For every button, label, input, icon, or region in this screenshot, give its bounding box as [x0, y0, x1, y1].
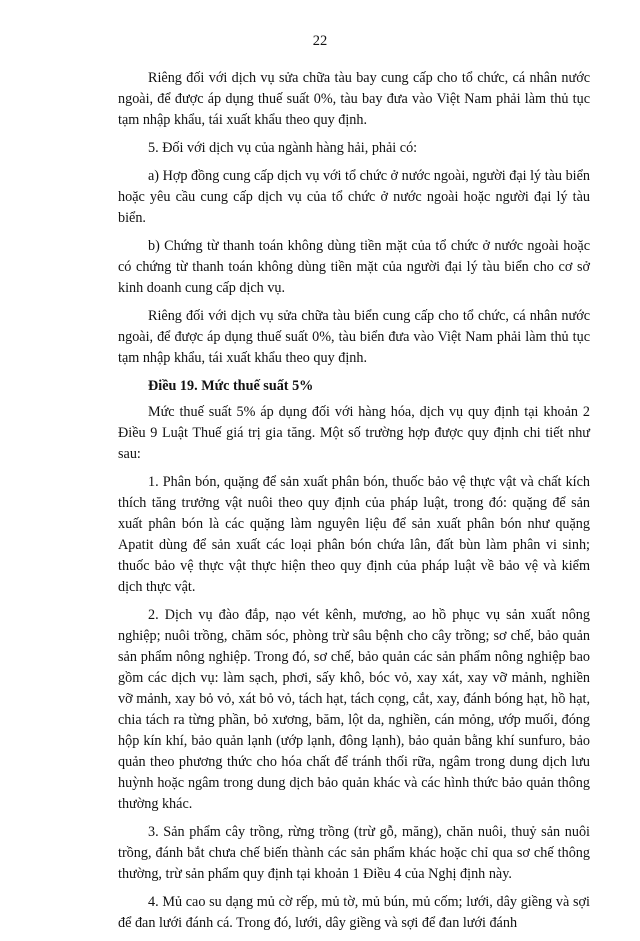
- paragraph-clause-1: 1. Phân bón, quặng để sản xuất phân bón, thuốc bảo vệ thực vật và chất kích thích tăng trưởng vật nuôi theo quy định của pháp luật, trong đó: quặng để sản xuất phân bón là các quặng làm nguyên liệu để sản xuất phân bón như quặng Apatit dùng để sản xuất các loại phân bón chứa lân, đất bùn làm phân vi sinh; thuốc bảo vệ thực vật thực hiện theo quy định của pháp luật về bảo vệ và kiểm dịch thực vật.: [118, 474, 590, 595]
- paragraph-clause-2: 2. Dịch vụ đào đắp, nạo vét kênh, mương, ao hồ phục vụ sản xuất nông nghiệp; nuôi trồng, chăm sóc, phòng trừ sâu bệnh cho cây trồng; sơ chế, bảo quản sản phẩm nông nghiệp. Trong đó, sơ chế, bảo quản các sản phẩm nông nghiệp bao gồm các dịch vụ: làm sạch, phơi, sấy khô, bóc vỏ, xay xát, xay vỡ mảnh, nghiền vỡ mảnh, xay bỏ vỏ, xát bỏ vỏ, tách hạt, tách cọng, cắt, xay, đánh bóng hạt, hồ hạt, chia tách ra từng phần, bỏ xương, băm, lột da, nghiền, cán mỏng, ướp muối, đóng hộp kín khí, bảo quản lạnh (ướp lạnh, đông lạnh), bảo quản bằng khí sunfuro, bảo quản theo phương thức cho hóa chất để tránh thối rữa, ngâm trong dung dịch lưu huỳnh hoặc ngâm trong dung dịch bảo quản khác và các hình thức bảo quản thông thường khác.: [118, 607, 590, 812]
- paragraph-tau-bay-repair: Riêng đối với dịch vụ sửa chữa tàu bay cung cấp cho tổ chức, cá nhân nước ngoài, để được áp dụng thuế suất 0%, tàu bay đưa vào Việt Nam phải làm thủ tục tạm nhập khẩu, tái xuất khẩu theo quy định.: [118, 70, 590, 128]
- paragraph-article-intro: Mức thuế suất 5% áp dụng đối với hàng hóa, dịch vụ quy định tại khoản 2 Điều 9 Luật Thuế giá trị gia tăng. Một số trường hợp được quy định chi tiết như sau:: [118, 404, 590, 462]
- paragraph-clause-4: 4. Mủ cao su dạng mủ cờ rếp, mủ tờ, mủ bún, mủ cốm; lưới, dây giềng và sợi để đan lưới đánh cá. Trong đó, lưới, dây giềng và sợi để đan lưới đánh: [118, 894, 590, 931]
- page-number: 22: [312, 33, 328, 49]
- article-heading: Điều 19. Mức thuế suất 5%: [148, 378, 314, 394]
- paragraph-item-5: 5. Đối với dịch vụ của ngành hàng hải, phải có:: [148, 140, 418, 156]
- paragraph-item-5b: b) Chứng từ thanh toán không dùng tiền mặt của tổ chức ở nước ngoài hoặc có chứng từ thanh toán không dùng tiền mặt của người đại lý tàu biển cho cơ sở kinh doanh cung cấp dịch vụ.: [118, 238, 590, 296]
- paragraph-item-5a: a) Hợp đồng cung cấp dịch vụ với tổ chức ở nước ngoài, người đại lý tàu biển hoặc yêu cầu cung cấp dịch vụ của tổ chức ở nước ngoài hoặc người đại lý tàu biển.: [118, 168, 590, 226]
- paragraph-tau-bien-repair: Riêng đối với dịch vụ sửa chữa tàu biển cung cấp cho tổ chức, cá nhân nước ngoài, để được áp dụng thuế suất 0%, tàu biển đưa vào Việt Nam phải làm thủ tục tạm nhập khẩu, tái xuất khẩu theo quy định.: [118, 308, 590, 366]
- document-body: [118, 68, 590, 941]
- paragraph-clause-3: 3. Sản phẩm cây trồng, rừng trồng (trừ gỗ, măng), chăn nuôi, thuỷ sản nuôi trồng, đánh bắt chưa chế biến thành các sản phẩm khác hoặc chỉ qua sơ chế thông thường, trừ sản phẩm quy định tại khoản 1 Điều 4 của Nghị định này.: [118, 824, 590, 882]
